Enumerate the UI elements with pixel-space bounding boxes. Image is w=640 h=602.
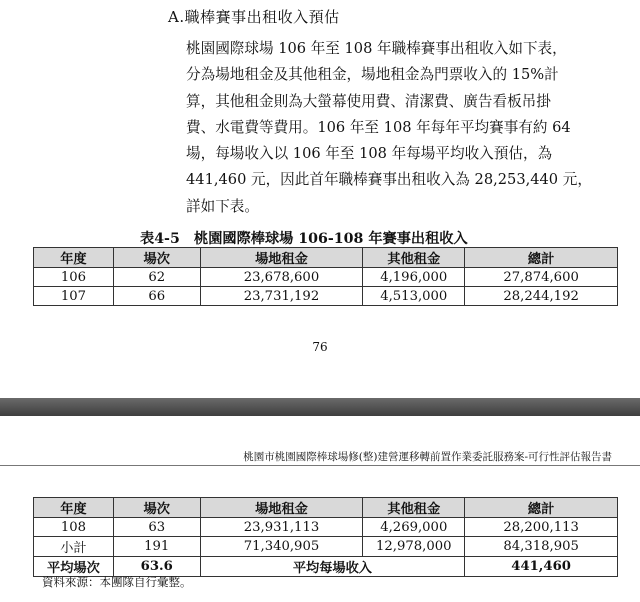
table-row [34, 518, 618, 537]
cell-total: 28,200,113 [465, 518, 618, 537]
header-games: 場次 [113, 248, 200, 268]
header-other-rent: 其他租金 [363, 498, 465, 518]
cell-other-rent: 4,196,000 [363, 268, 465, 287]
cell-other-rent: 4,513,000 [363, 287, 465, 306]
cell-year: 107 [34, 287, 114, 306]
body-paragraph [186, 36, 626, 220]
cell-other-rent: 12,978,000 [363, 537, 465, 557]
table-row [34, 268, 618, 287]
cell-venue-rent: 23,678,600 [200, 268, 363, 287]
revenue-table-part-1 [33, 247, 618, 306]
table-row [34, 287, 618, 306]
cell-total: 27,874,600 [465, 268, 618, 287]
paragraph-line: 場，每場收入以 106 年至 108 年每場平均收入預估，為 [186, 145, 553, 163]
cell-venue-rent: 71,340,905 [200, 537, 363, 557]
paragraph-line: 詳如下表。 [186, 197, 259, 215]
cell-games: 63 [113, 518, 200, 537]
cell-avg-per-game-label: 平均每場收入 [200, 557, 465, 577]
header-venue-rent: 場地租金 [200, 498, 363, 518]
header-rule [0, 465, 640, 466]
revenue-table-part-2 [33, 497, 618, 577]
document-page-2 [0, 416, 640, 602]
table-row-subtotal [34, 537, 618, 557]
paragraph-line: 費、水電費等費用。106 年至 108 年每年平均賽事有約 64 [186, 118, 571, 136]
running-header: 桃園市桃園國際棒球場修(整)建營運移轉前置作業委託服務案-可行性評估報告書 [243, 451, 612, 463]
paragraph-line: 分為場地租金及其他租金，場地租金為門票收入的 15%計 [186, 66, 559, 84]
header-games: 場次 [113, 498, 200, 518]
cell-avg-label: 平均場次 [34, 557, 114, 577]
table-header-row [34, 248, 618, 268]
header-total: 總計 [465, 498, 618, 518]
header-venue-rent: 場地租金 [200, 248, 363, 268]
cell-venue-rent: 23,931,113 [200, 518, 363, 537]
header-year: 年度 [34, 498, 114, 518]
cell-avg-total: 441,460 [465, 557, 618, 577]
paragraph-line: 算，其他租金則為大螢幕使用費、清潔費、廣告看板吊掛 [186, 92, 551, 110]
header-total: 總計 [465, 248, 618, 268]
page-number: 76 [312, 340, 328, 354]
cell-year: 小計 [34, 537, 114, 557]
cell-year: 108 [34, 518, 114, 537]
table-header-row [34, 498, 618, 518]
page-gap [0, 398, 640, 416]
cell-games: 66 [113, 287, 200, 306]
header-year: 年度 [34, 248, 114, 268]
cell-games: 191 [113, 537, 200, 557]
cell-year: 106 [34, 268, 114, 287]
table-caption: 表4-5 桃園國際棒球場 106-108 年賽事出租收入 [140, 231, 468, 247]
cell-other-rent: 4,269,000 [363, 518, 465, 537]
cell-games: 62 [113, 268, 200, 287]
cell-avg-games: 63.6 [113, 557, 200, 577]
cell-venue-rent: 23,731,192 [200, 287, 363, 306]
header-other-rent: 其他租金 [363, 248, 465, 268]
source-note: 資料來源：本團隊自行彙整。 [42, 575, 192, 589]
paragraph-line: 441,460 元，因此首年職棒賽事出租收入為 28,253,440 元， [186, 171, 592, 189]
cell-total: 28,244,192 [465, 287, 618, 306]
section-title: A.職棒賽事出租收入預估 [168, 8, 340, 26]
paragraph-line: 桃園國際球場 106 年至 108 年職棒賽事出租收入如下表， [186, 40, 567, 57]
cell-total: 84,318,905 [465, 537, 618, 557]
